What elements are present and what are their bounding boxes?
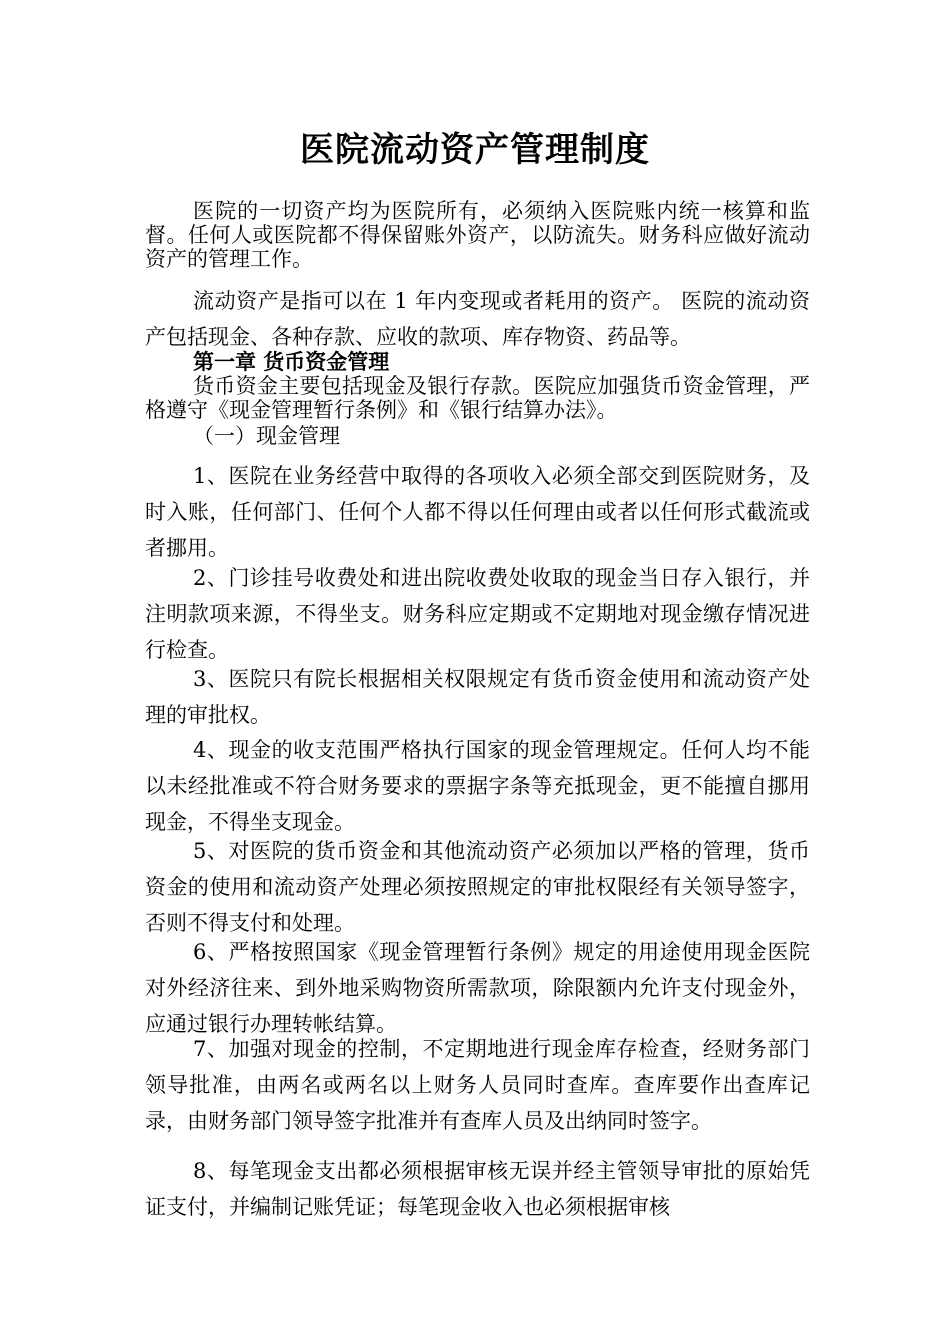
- chapter-intro: 货币资金主要包括现金及银行存款。医院应加强货币资金管理，严格遵守《现金管理暂行条例》和《银行结算办法》。: [145, 374, 810, 422]
- chapter-heading: 第一章 货币资金管理: [193, 349, 390, 374]
- list-item: 6、严格按照国家《现金管理暂行条例》规定的用途使用现金医院对外经济往来、到外地采购物资所需款项，除限额内允许支付现金外，应通过银行办理转帐结算。: [145, 940, 810, 1036]
- list-item: 1、医院在业务经营中取得的各项收入必须全部交到医院财务，及时入账，任何部门、任何个人都不得以任何理由或者以任何形式截流或者挪用。: [145, 464, 810, 560]
- paragraph-intro: 医院的一切资产均为医院所有，必须纳入医院账内统一核算和监督。任何人或医院都不得保留账外资产，以防流失。财务科应做好流动资产的管理工作。: [145, 199, 810, 271]
- list-item: 5、对医院的货币资金和其他流动资产必须加以严格的管理，货币资金的使用和流动资产处理必须按照规定的审批权限经有关领导签字，否则不得支付和处理。: [145, 839, 810, 935]
- list-item: 2、门诊挂号收费处和进出院收费处收取的现金当日存入银行，并注明款项来源，不得坐支。财务科应定期或不定期地对现金缴存情况进行检查。: [145, 566, 810, 662]
- list-item: 7、加强对现金的控制，不定期地进行现金库存检查，经财务部门领导批准，由两名或两名以上财务人员同时查库。查库要作出查库记录，由财务部门领导签字批准并有查库人员及出纳同时签字。: [145, 1037, 810, 1133]
- list-item: 3、医院只有院长根据相关权限规定有货币资金使用和流动资产处理的审批权。: [145, 667, 810, 727]
- paragraph-definition: 流动资产是指可以在 1 年内变现或者耗用的资产。 医院的流动资产包括现金、各种存款、应收的款项、库存物资、药品等。: [145, 289, 810, 349]
- section-heading: （一）现金管理: [193, 424, 340, 448]
- list-item: 8、每笔现金支出都必须根据审核无误并经主管领导审批的原始凭证支付，并编制记账凭证；每笔现金收入也必须根据审核: [145, 1159, 810, 1219]
- list-item: 4、现金的收支范围严格执行国家的现金管理规定。任何人均不能以未经批准或不符合财务要求的票据字条等充抵现金，更不能擅自挪用现金，不得坐支现金。: [145, 738, 810, 834]
- document-title: 医院流动资产管理制度: [300, 130, 650, 170]
